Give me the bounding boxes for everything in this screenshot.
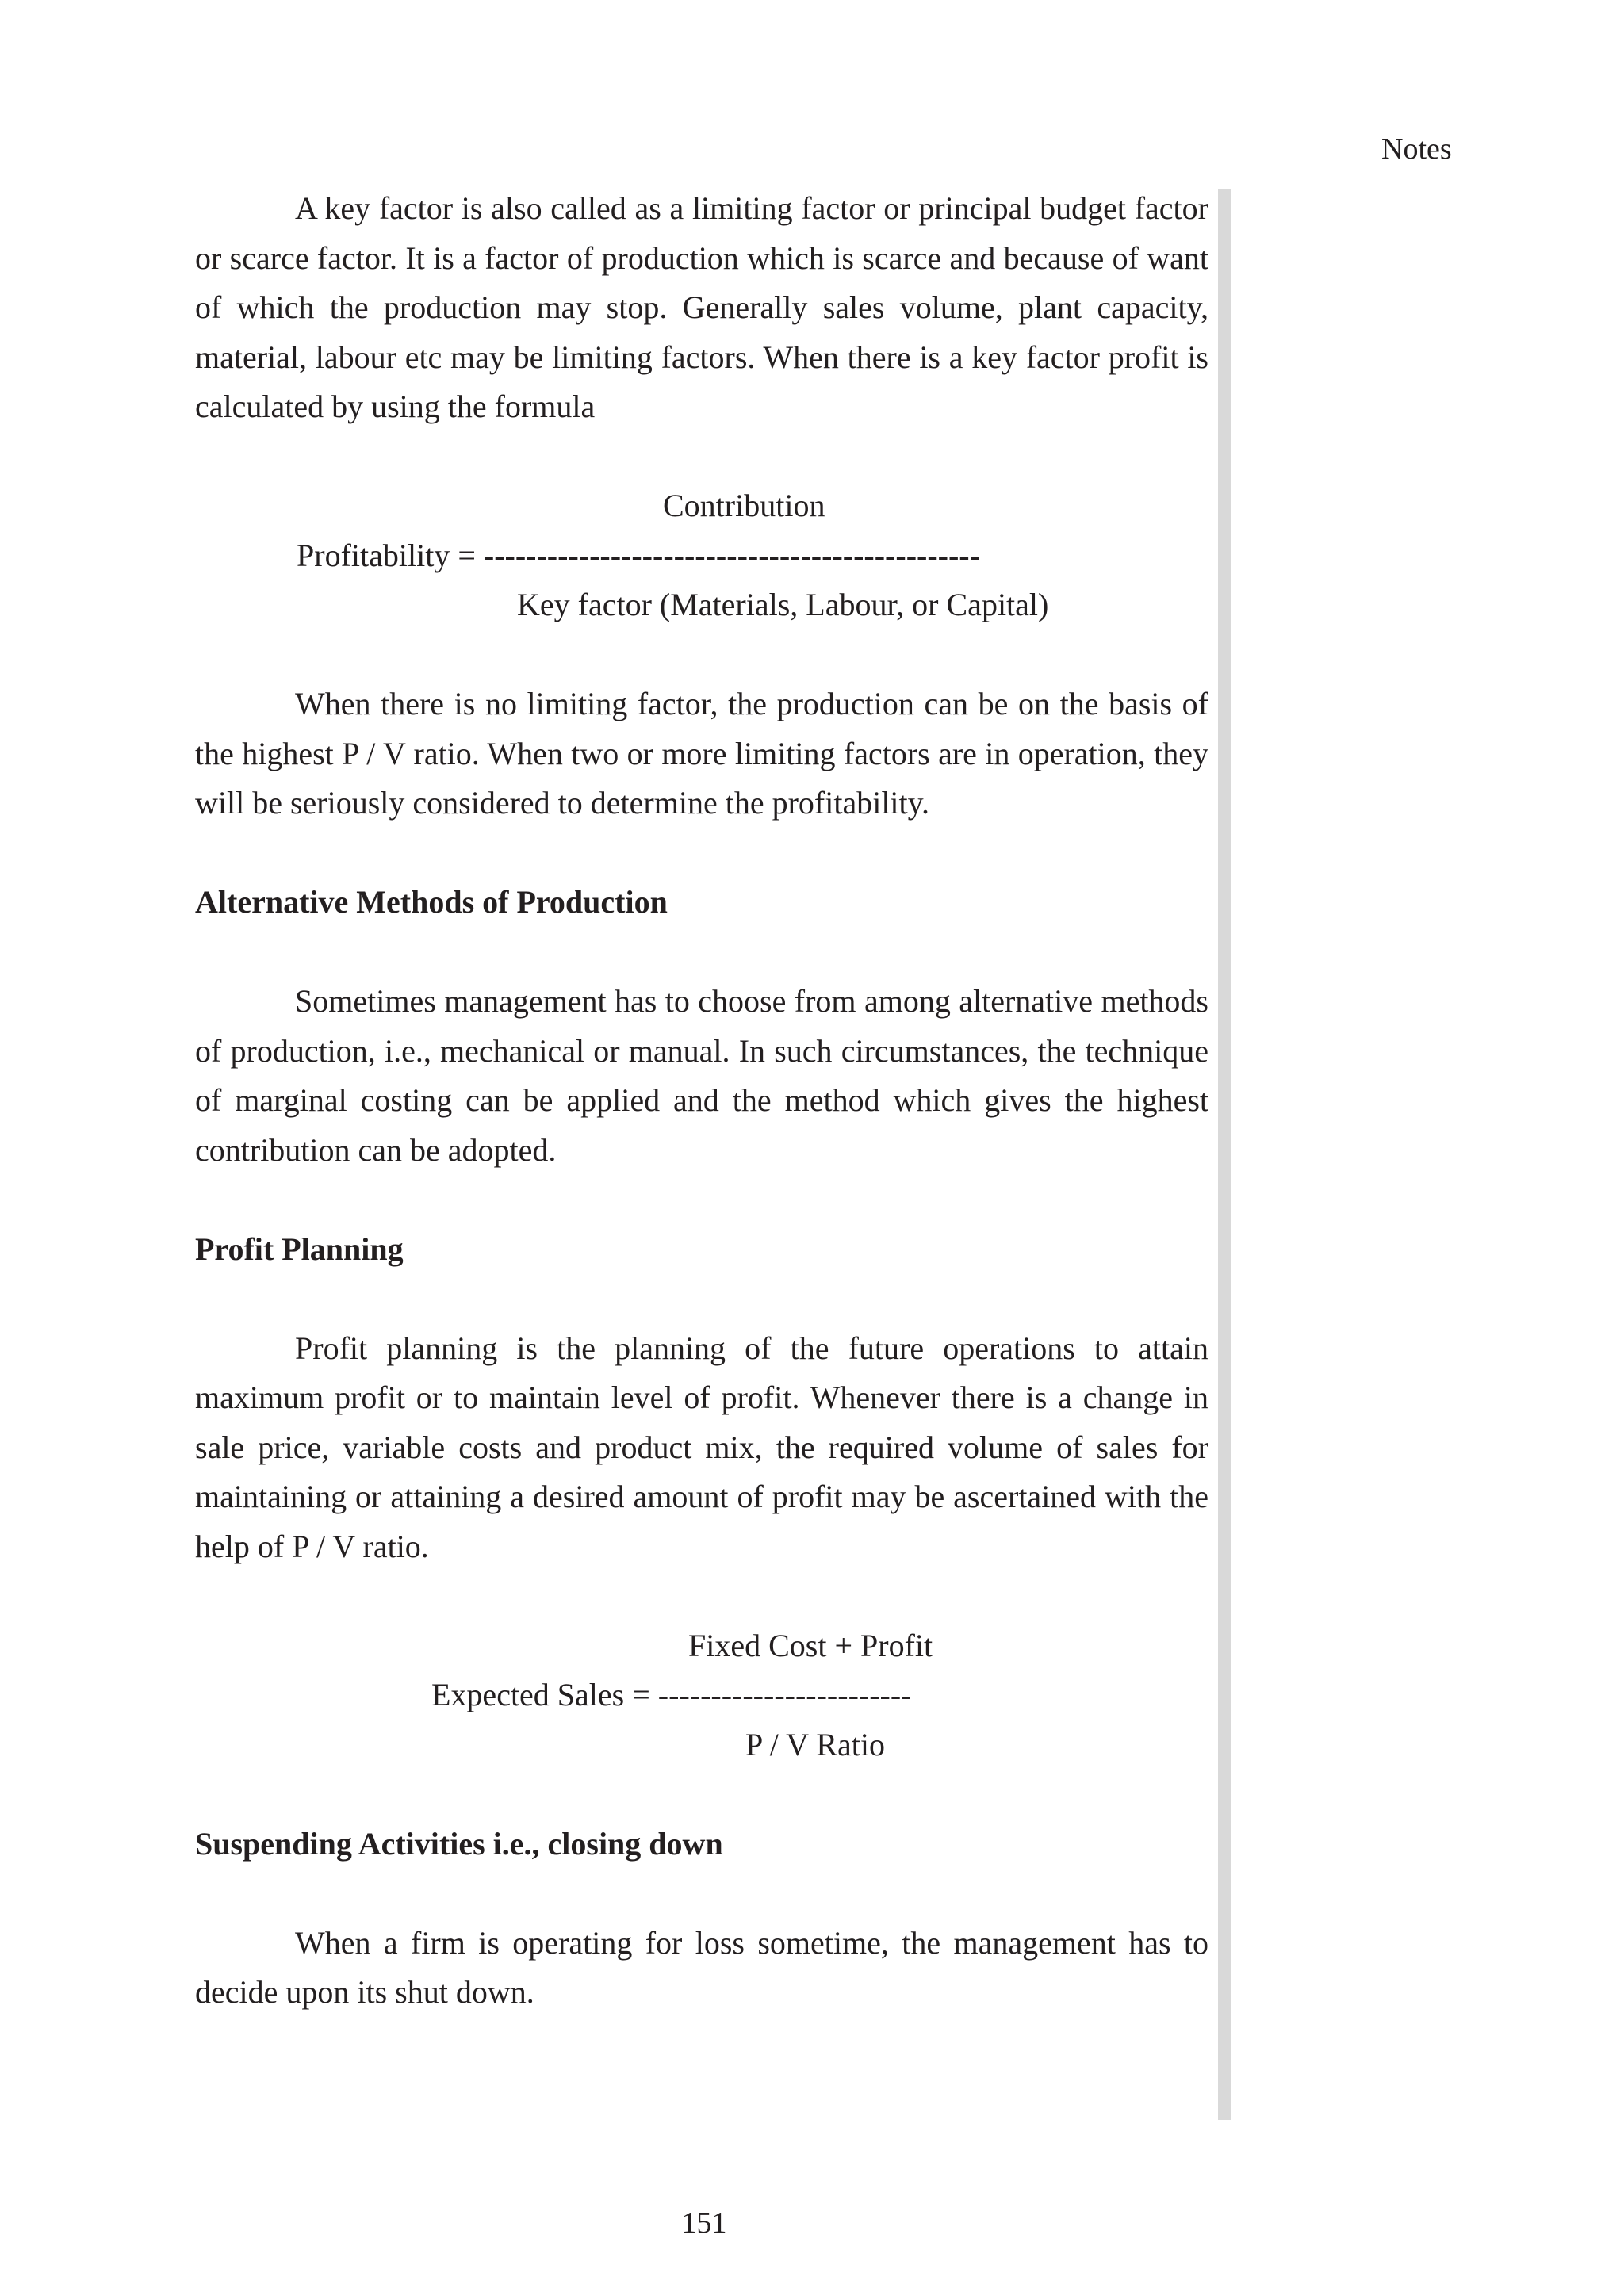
spacer bbox=[195, 928, 1208, 978]
paragraph-alternative-methods: Sometimes management has to choose from among alternative methods of production, i.e., mechanical or manual. In such circumstances, the technique of marginal costing can be applied and the method which gives the highest contribution can be adopted. bbox=[195, 983, 1208, 1168]
formula-expected-sales-denominator: P / V Ratio bbox=[745, 1726, 885, 1762]
formula-profitability bbox=[195, 481, 1208, 630]
spacer bbox=[195, 828, 1208, 878]
formula-expected-sales-numerator: Fixed Cost + Profit bbox=[688, 1627, 933, 1663]
paragraph-no-limiting-factor: When there is no limiting factor, the production can be on the basis of the highest P / V ratio. When two or more limiting factors are in operation, they will be seriously considered to determine the profitability. bbox=[195, 686, 1208, 821]
heading-profit-planning: Profit Planning bbox=[195, 1230, 404, 1267]
spacer bbox=[195, 630, 1208, 680]
heading-suspending-activities: Suspending Activities i.e., closing down bbox=[195, 1825, 723, 1862]
spacer bbox=[195, 432, 1208, 482]
paragraph-suspending-activities: When a firm is operating for loss sometime, the management has to decide upon its shut down. bbox=[195, 1924, 1208, 2010]
spacer bbox=[195, 1770, 1208, 1820]
heading-alternative-methods: Alternative Methods of Production bbox=[195, 884, 668, 920]
spacer bbox=[195, 1571, 1208, 1621]
paragraph-profit-planning: Profit planning is the planning of the future operations to attain maximum profit or to maintain level of profit. Whenever there is a change in sale price, variable costs and product mix, the required volume of sales for maintaining or attaining a desired amount of profit may be ascertained with the help of P / V ratio. bbox=[195, 1330, 1208, 1564]
spacer bbox=[195, 1175, 1208, 1225]
formula-expected-sales bbox=[195, 1621, 1208, 1770]
spacer bbox=[195, 1869, 1208, 1919]
paragraph-key-factor: A key factor is also called as a limiting factor or principal budget factor or scarce factor. It is a factor of production which is scarce and because of want of which the production may stop. Generally sales volume, plant capacity, material, labour etc may be limiting factors. When there is a key factor profit is calculated by using the formula bbox=[195, 190, 1208, 424]
formula-profitability-numerator: Contribution bbox=[663, 488, 825, 523]
notes-label: Notes bbox=[1381, 132, 1452, 166]
formula-expected-sales-lhs: Expected Sales = ------------------------ bbox=[431, 1677, 912, 1712]
page-number: 151 bbox=[681, 2206, 727, 2240]
margin-bar bbox=[1218, 189, 1231, 2120]
page-content bbox=[195, 184, 1208, 2018]
formula-profitability-lhs: Profitability = ----------------------------------------------- bbox=[297, 537, 980, 573]
formula-profitability-denominator: Key factor (Materials, Labour, or Capital) bbox=[517, 587, 1049, 622]
spacer bbox=[195, 1274, 1208, 1324]
